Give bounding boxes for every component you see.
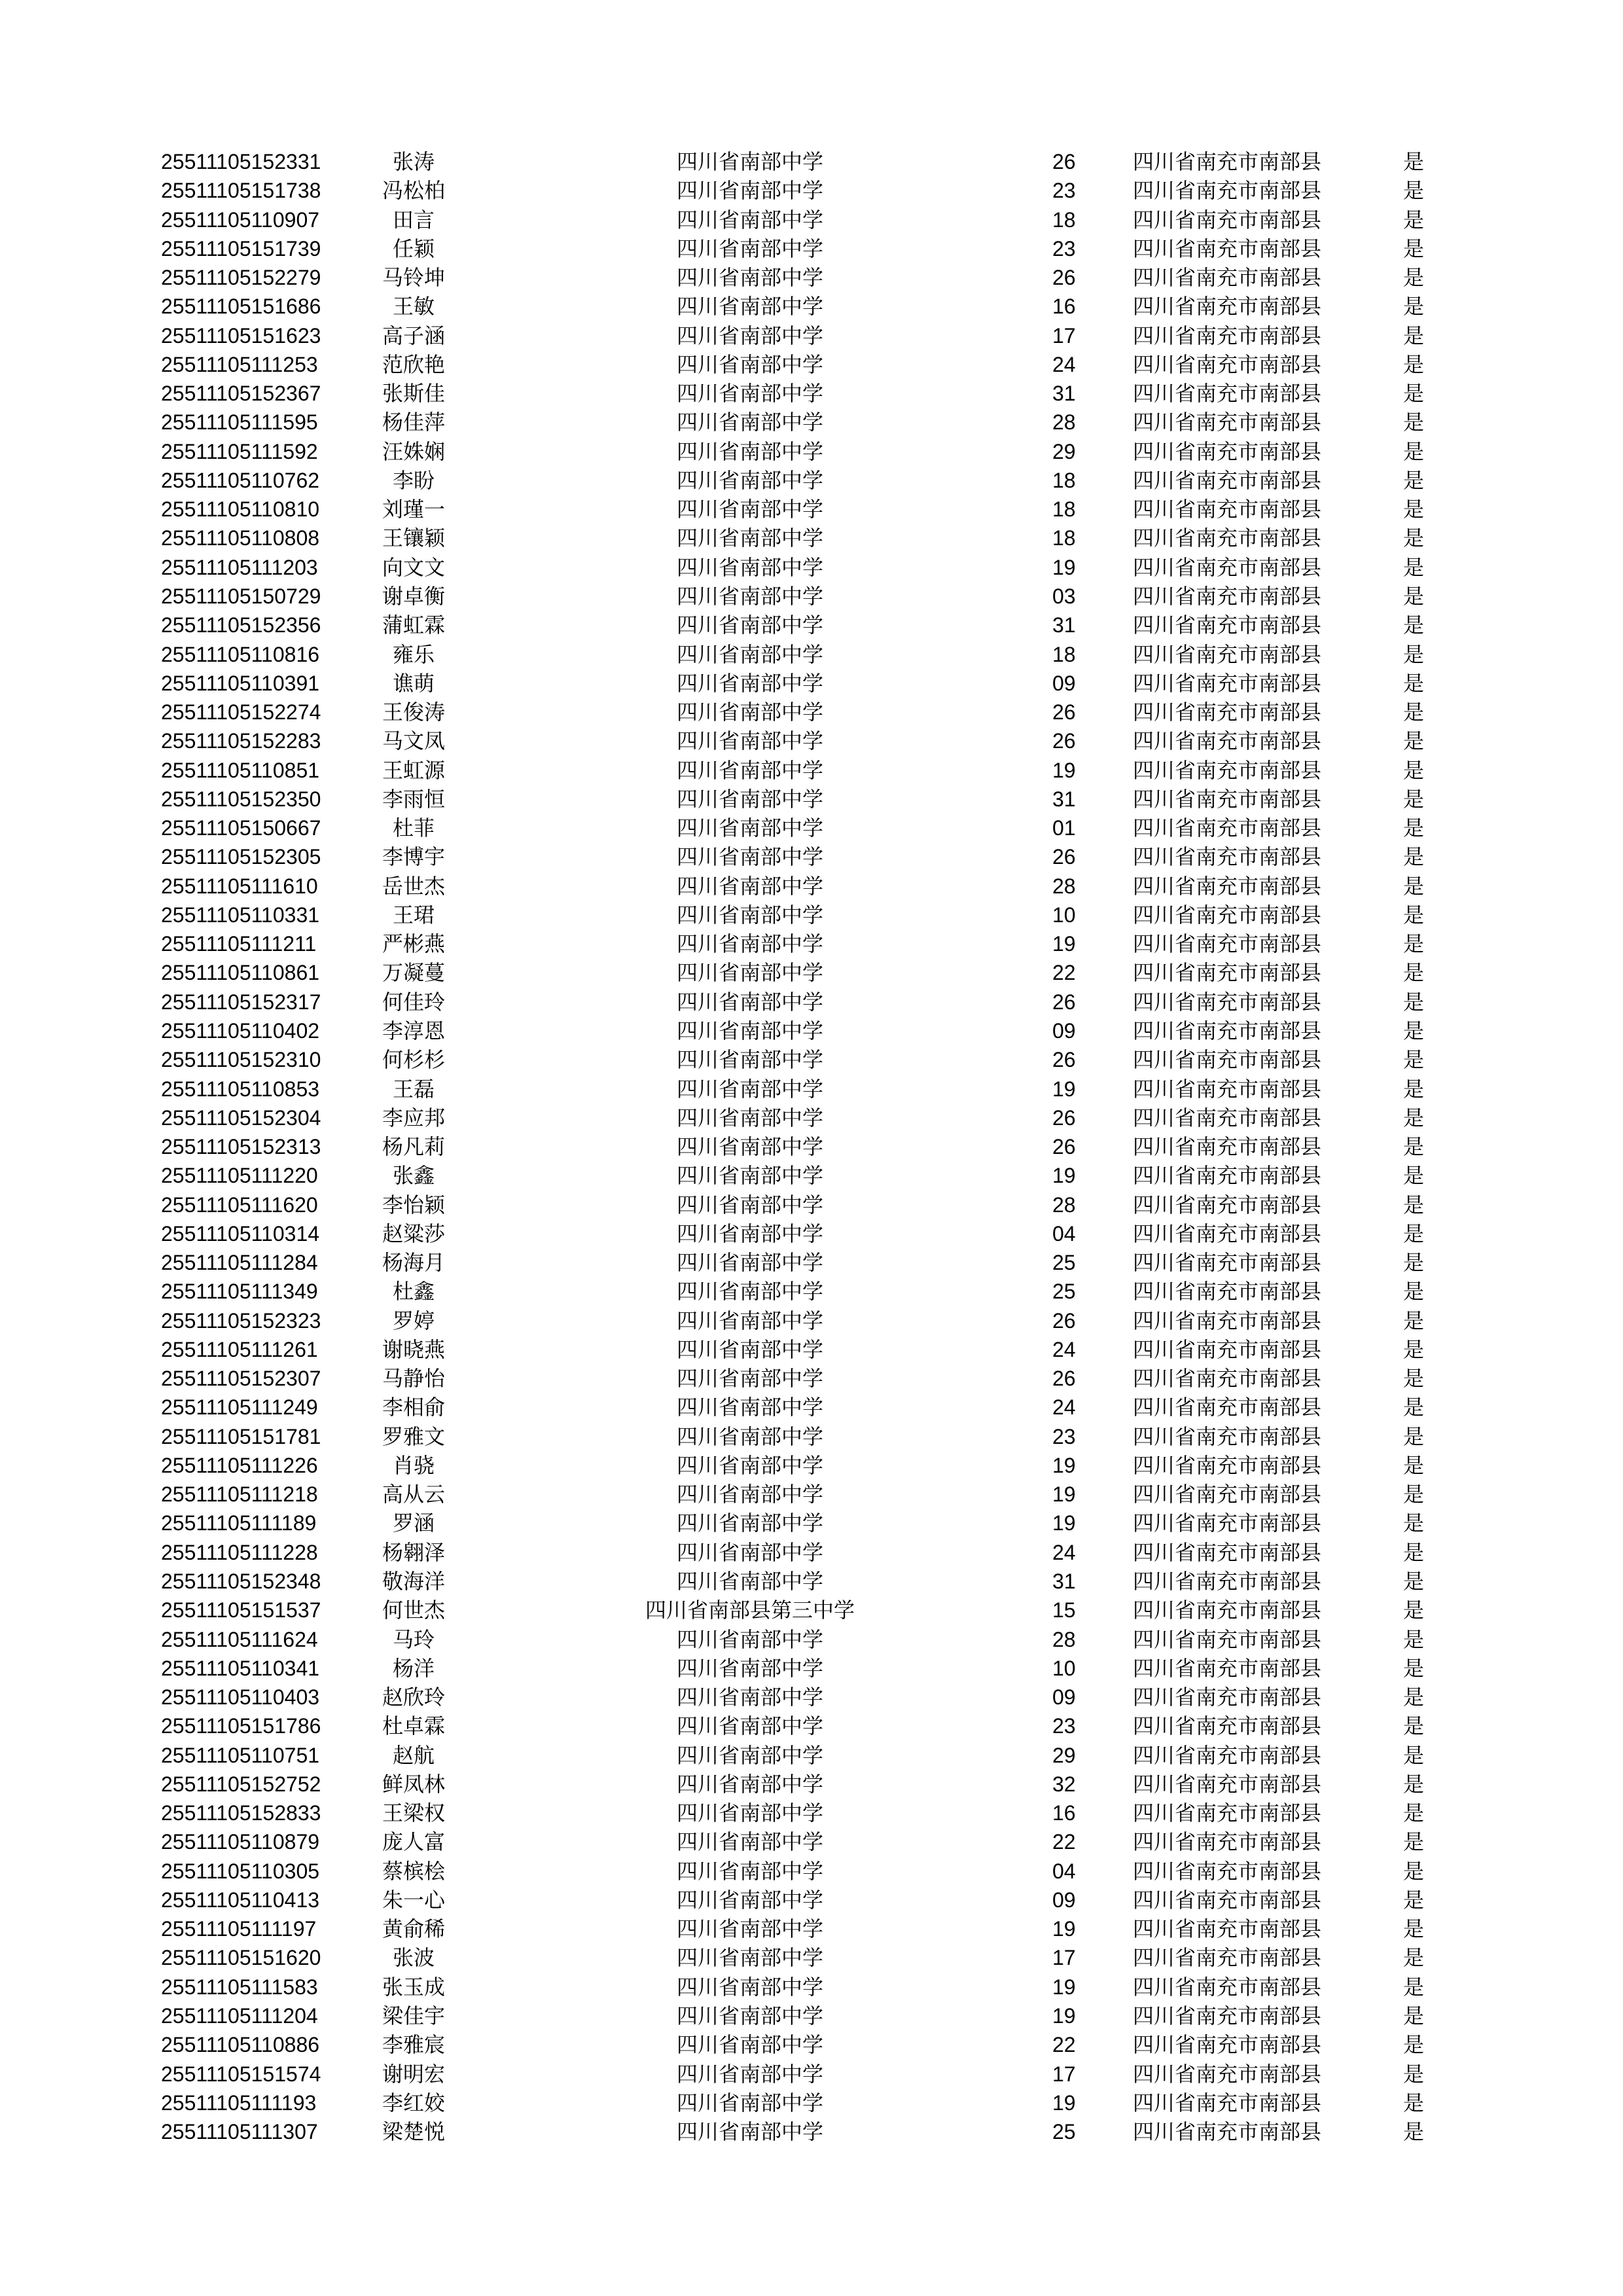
- status-flag: 是: [1403, 1771, 1425, 1797]
- status-flag: 是: [1403, 960, 1425, 986]
- status-flag: 是: [1403, 816, 1425, 841]
- class-number: 15: [1052, 1598, 1076, 1623]
- class-number: 19: [1052, 1164, 1076, 1188]
- class-number: 24: [1052, 1395, 1076, 1420]
- status-flag: 是: [1403, 1801, 1425, 1826]
- candidate-id: 25511105151739: [161, 236, 321, 260]
- candidate-id: 25511105111253: [161, 352, 318, 376]
- class-number: 26: [1052, 150, 1076, 173]
- table-row: 25511105152283 马文凤 四川省南部中学 26 四川省南充市南部县 是: [0, 726, 1623, 755]
- status-flag: 是: [1403, 2090, 1425, 2115]
- table-row: 25511105111203 向文文 四川省南部中学 19 四川省南充市南部县 是: [0, 553, 1623, 582]
- candidate-id: 25511105111189: [161, 1511, 317, 1535]
- table-row: 25511105150667 杜菲 四川省南部中学 01 四川省南充市南部县 是: [0, 814, 1623, 842]
- table-row: 25511105111261 谢晓燕 四川省南部中学 24 四川省南充市南部县 是: [0, 1335, 1623, 1364]
- status-flag: 是: [1403, 1047, 1425, 1073]
- class-number: 18: [1052, 526, 1076, 550]
- candidate-id: 25511105152305: [161, 845, 321, 869]
- status-flag: 是: [1403, 1974, 1425, 2000]
- status-flag: 是: [1403, 1598, 1425, 1623]
- candidate-id: 25511105110853: [161, 1077, 320, 1101]
- candidate-id: 25511105152317: [161, 990, 321, 1014]
- candidate-id: 25511105152356: [161, 613, 321, 637]
- status-flag: 是: [1403, 1395, 1425, 1420]
- status-flag: 是: [1403, 1569, 1425, 1594]
- candidate-id: 25511105111226: [161, 1453, 318, 1477]
- status-flag: 是: [1403, 1192, 1425, 1217]
- table-row: 25511105152331 张涛 四川省南部中学 26 四川省南充市南部县 是: [0, 147, 1623, 176]
- class-number: 18: [1052, 497, 1076, 522]
- status-flag: 是: [1403, 439, 1425, 464]
- table-row: 25511105110751 赵航 四川省南部中学 29 四川省南充市南部县 是: [0, 1741, 1623, 1770]
- candidate-id: 25511105152304: [161, 1105, 321, 1130]
- table-row: 25511105152310 何杉杉 四川省南部中学 26 四川省南充市南部县 是: [0, 1045, 1623, 1074]
- status-flag: 是: [1403, 844, 1425, 870]
- class-number: 19: [1052, 1077, 1076, 1101]
- table-row: 25511105110851 王虹源 四川省南部中学 19 四川省南充市南部县 是: [0, 756, 1623, 785]
- status-flag: 是: [1403, 1279, 1425, 1304]
- class-number: 23: [1052, 1714, 1076, 1738]
- class-number: 28: [1052, 1627, 1076, 1651]
- table-row: 25511105110816 雍乐 四川省南部中学 18 四川省南充市南部县 是: [0, 640, 1623, 669]
- table-row: 25511105110861 万凝蔓 四川省南部中学 22 四川省南充市南部县 是: [0, 958, 1623, 987]
- status-flag: 是: [1403, 526, 1425, 551]
- table-row: 25511105111620 李怡颖 四川省南部中学 28 四川省南充市南部县 是: [0, 1191, 1623, 1219]
- candidate-id: 25511105110403: [161, 1685, 320, 1710]
- class-number: 16: [1052, 1801, 1076, 1825]
- candidate-id: 25511105111211: [161, 932, 317, 956]
- table-row: 25511105111193 李红姣 四川省南部中学 19 四川省南充市南部县 是: [0, 2089, 1623, 2117]
- table-row: 25511105111249 李相俞 四川省南部中学 24 四川省南充市南部县 是: [0, 1393, 1623, 1422]
- status-flag: 是: [1403, 497, 1425, 522]
- candidate-id: 25511105111249: [161, 1395, 318, 1420]
- candidate-id: 25511105110391: [161, 671, 320, 695]
- class-number: 18: [1052, 207, 1076, 232]
- status-flag: 是: [1403, 467, 1425, 493]
- candidate-id: 25511105151686: [161, 295, 321, 319]
- table-row: 25511105150729 谢卓衡 四川省南部中学 03 四川省南充市南部县 是: [0, 582, 1623, 611]
- candidate-id: 25511105111583: [161, 1975, 318, 1999]
- status-flag: 是: [1403, 1221, 1425, 1246]
- candidate-id: 25511105110907: [161, 207, 320, 232]
- status-flag: 是: [1403, 931, 1425, 957]
- status-flag: 是: [1403, 236, 1425, 261]
- table-row: 25511105111592 汪姝娴 四川省南部中学 29 四川省南充市南部县 是: [0, 437, 1623, 466]
- status-flag: 是: [1403, 1945, 1425, 1971]
- table-row: 25511105151620 张波 四川省南部中学 17 四川省南充市南部县 是: [0, 1943, 1623, 1972]
- table-row: 25511105110314 赵粱莎 四川省南部中学 04 四川省南充市南部县 是: [0, 1219, 1623, 1248]
- class-number: 24: [1052, 1540, 1076, 1564]
- status-flag: 是: [1403, 1424, 1425, 1449]
- status-flag: 是: [1403, 1105, 1425, 1130]
- table-row: 25511105151738 冯松柏 四川省南部中学 23 四川省南充市南部县 是: [0, 176, 1623, 205]
- status-flag: 是: [1403, 1366, 1425, 1391]
- table-row: 25511105152348 敬海洋 四川省南部中学 31 四川省南充市南部县 是: [0, 1567, 1623, 1596]
- table-row: 25511105111218 高从云 四川省南部中学 19 四川省南充市南部县 是: [0, 1480, 1623, 1509]
- table-row: 25511105110413 朱一心 四川省南部中学 09 四川省南充市南部县 是: [0, 1886, 1623, 1914]
- status-flag: 是: [1403, 1250, 1425, 1276]
- candidate-id: 25511105110341: [161, 1656, 320, 1680]
- candidate-id: 25511105111261: [161, 1337, 318, 1361]
- status-flag: 是: [1403, 902, 1425, 927]
- candidate-id: 25511105151738: [161, 179, 321, 203]
- table-row: 25511105152833 王梁权 四川省南部中学 16 四川省南充市南部县 是: [0, 1799, 1623, 1827]
- status-flag: 是: [1403, 1018, 1425, 1043]
- table-row: 25511105151786 杜卓霖 四川省南部中学 23 四川省南充市南部县 是: [0, 1712, 1623, 1740]
- status-flag: 是: [1403, 728, 1425, 754]
- table-row: 25511105111228 杨翱泽 四川省南部中学 24 四川省南充市南部县 是: [0, 1538, 1623, 1567]
- candidate-id: 25511105151781: [161, 1424, 321, 1448]
- status-flag: 是: [1403, 1163, 1425, 1189]
- status-flag: 是: [1403, 1713, 1425, 1739]
- class-number: 22: [1052, 1830, 1076, 1854]
- candidate-id: 25511105111349: [161, 1280, 318, 1304]
- candidate-id: 25511105110402: [161, 1018, 320, 1043]
- table-row: 25511105152307 马静怡 四川省南部中学 26 四川省南充市南部县 是: [0, 1364, 1623, 1393]
- candidate-id: 25511105152274: [161, 700, 321, 725]
- status-flag: 是: [1403, 1916, 1425, 1942]
- class-number: 26: [1052, 729, 1076, 753]
- table-row: 25511105110341 杨洋 四川省南部中学 10 四川省南充市南部县 是: [0, 1654, 1623, 1683]
- class-number: 26: [1052, 266, 1076, 290]
- candidate-id: 25511105152313: [161, 1135, 321, 1159]
- class-number: 19: [1052, 932, 1076, 956]
- table-row: 25511105110879 庞人富 四川省南部中学 22 四川省南充市南部县 是: [0, 1827, 1623, 1856]
- candidate-id: 25511105152307: [161, 1367, 321, 1391]
- status-flag: 是: [1403, 757, 1425, 783]
- class-number: 25: [1052, 1251, 1076, 1275]
- candidate-id: 25511105152310: [161, 1048, 321, 1072]
- table-row: 25511105110403 赵欣玲 四川省南部中学 09 四川省南充市南部县 是: [0, 1683, 1623, 1712]
- status-flag: 是: [1403, 207, 1425, 232]
- class-number: 19: [1052, 555, 1076, 579]
- table-row: 25511105152305 李博宇 四川省南部中学 26 四川省南充市南部县 是: [0, 842, 1623, 871]
- class-number: 19: [1052, 758, 1076, 782]
- status-flag: 是: [1403, 641, 1425, 667]
- class-number: 19: [1052, 1975, 1076, 1999]
- candidate-id: 25511105110851: [161, 758, 320, 782]
- status-flag: 是: [1403, 1742, 1425, 1768]
- table-row: 25511105110886 李雅宸 四川省南部中学 22 四川省南充市南部县 是: [0, 2030, 1623, 2059]
- candidate-id: 25511105111197: [161, 1917, 317, 1941]
- table-row: 25511105110907 田言 四川省南部中学 18 四川省南充市南部县 是: [0, 206, 1623, 234]
- table-row: 25511105110305 蔡槟桧 四川省南部中学 04 四川省南充市南部县 是: [0, 1857, 1623, 1886]
- candidate-id: 25511105110808: [161, 526, 320, 550]
- class-number: 17: [1052, 2062, 1076, 2086]
- class-number: 28: [1052, 874, 1076, 898]
- class-number: 25: [1052, 2120, 1076, 2144]
- candidate-id: 25511105111204: [161, 2004, 318, 2028]
- class-number: 26: [1052, 1135, 1076, 1159]
- table-row: 25511105111189 罗涵 四川省南部中学 19 四川省南充市南部县 是: [0, 1509, 1623, 1537]
- candidate-id: 25511105111620: [161, 1193, 318, 1217]
- candidate-id: 25511105110413: [161, 1888, 320, 1912]
- candidate-id: 25511105152331: [161, 150, 321, 173]
- status-flag: 是: [1403, 2003, 1425, 2028]
- table-row: 25511105111253 范欣艳 四川省南部中学 24 四川省南充市南部县 是: [0, 350, 1623, 379]
- status-flag: 是: [1403, 786, 1425, 812]
- table-row: 25511105110808 王镶颖 四川省南部中学 18 四川省南充市南部县 是: [0, 524, 1623, 552]
- status-flag: 是: [1403, 1308, 1425, 1333]
- candidate-id: 25511105151537: [161, 1598, 321, 1623]
- candidate-id: 25511105111610: [161, 874, 318, 898]
- table-row: 25511105152313 杨凡莉 四川省南部中学 26 四川省南充市南部县 是: [0, 1132, 1623, 1161]
- status-flag: 是: [1403, 1829, 1425, 1855]
- roster-table: [0, 147, 1623, 2146]
- class-number: 31: [1052, 787, 1076, 811]
- status-flag: 是: [1403, 989, 1425, 1014]
- candidate-id: 25511105152350: [161, 787, 321, 811]
- class-number: 10: [1052, 903, 1076, 927]
- table-row: 25511105151781 罗雅文 四川省南部中学 23 四川省南充市南部县 是: [0, 1422, 1623, 1451]
- candidate-id: 25511105111220: [161, 1164, 318, 1188]
- candidate-id: 25511105152283: [161, 729, 321, 753]
- status-flag: 是: [1403, 294, 1425, 319]
- candidate-id: 25511105151623: [161, 323, 321, 348]
- candidate-id: 25511105110816: [161, 642, 320, 666]
- class-number: 24: [1052, 1337, 1076, 1361]
- table-row: 25511105152323 罗婷 四川省南部中学 26 四川省南充市南部县 是: [0, 1306, 1623, 1335]
- class-number: 19: [1052, 1511, 1076, 1535]
- candidate-id: 25511105111592: [161, 439, 318, 463]
- table-row: 25511105111610 岳世杰 四川省南部中学 28 四川省南充市南部县 是: [0, 872, 1623, 901]
- status-flag: 是: [1403, 2061, 1425, 2087]
- table-row: 25511105110762 李盼 四川省南部中学 18 四川省南充市南部县 是: [0, 466, 1623, 495]
- candidate-id: 25511105110305: [161, 1859, 320, 1883]
- class-number: 26: [1052, 1105, 1076, 1130]
- table-row: 25511105151537 何世杰 四川省南部县第三中学 15 四川省南充市南部县 是: [0, 1596, 1623, 1624]
- candidate-id: 25511105110314: [161, 1221, 320, 1246]
- status-flag: 是: [1403, 1685, 1425, 1710]
- candidate-id: 25511105110762: [161, 468, 320, 492]
- candidate-id: 25511105111203: [161, 555, 318, 579]
- candidate-id: 25511105152348: [161, 1570, 321, 1594]
- status-flag: 是: [1403, 178, 1425, 204]
- table-row: 25511105152304 李应邦 四川省南部中学 26 四川省南充市南部县 是: [0, 1103, 1623, 1132]
- table-row: 25511105152317 何佳玲 四川省南部中学 26 四川省南充市南部县 是: [0, 988, 1623, 1016]
- candidate-id: 25511105111193: [161, 2090, 317, 2115]
- status-flag: 是: [1403, 1511, 1425, 1536]
- table-row: 25511105111284 杨海月 四川省南部中学 25 四川省南充市南部县 是: [0, 1248, 1623, 1277]
- candidate-id: 25511105151574: [161, 2062, 321, 2086]
- status-flag: 是: [1403, 1626, 1425, 1652]
- table-row: 25511105151623 高子涵 四川省南部中学 17 四川省南充市南部县 是: [0, 321, 1623, 350]
- class-number: 22: [1052, 961, 1076, 985]
- candidate-id: 25511105111218: [161, 1482, 318, 1507]
- table-row: 25511105111204 梁佳宇 四川省南部中学 19 四川省南充市南部县 是: [0, 2001, 1623, 2030]
- table-row: 25511105152356 蒲虹霖 四川省南部中学 31 四川省南充市南部县 是: [0, 611, 1623, 639]
- status-flag: 是: [1403, 1076, 1425, 1102]
- candidate-id: 25511105152367: [161, 382, 321, 406]
- class-number: 25: [1052, 1280, 1076, 1304]
- class-number: 22: [1052, 2033, 1076, 2057]
- status-flag: 是: [1403, 1887, 1425, 1912]
- table-row: 25511105111220 张鑫 四川省南部中学 19 四川省南充市南部县 是: [0, 1161, 1623, 1190]
- status-flag: 是: [1403, 583, 1425, 609]
- table-row: 25511105111349 杜鑫 四川省南部中学 25 四川省南充市南部县 是: [0, 1277, 1623, 1306]
- status-flag: 是: [1403, 381, 1425, 406]
- status-flag: 是: [1403, 410, 1425, 435]
- table-row: 25511105152274 王俊涛 四川省南部中学 26 四川省南充市南部县 是: [0, 698, 1623, 726]
- class-number: 19: [1052, 2004, 1076, 2028]
- class-number: 26: [1052, 1367, 1076, 1391]
- class-number: 09: [1052, 1685, 1076, 1710]
- table-row: 25511105151739 任颖 四川省南部中学 23 四川省南充市南部县 是: [0, 234, 1623, 263]
- candidate-id: 25511105111624: [161, 1627, 318, 1651]
- class-number: 29: [1052, 439, 1076, 463]
- status-flag: 是: [1403, 700, 1425, 725]
- class-number: 09: [1052, 1888, 1076, 1912]
- candidate-id: 25511105111284: [161, 1251, 318, 1275]
- class-number: 10: [1052, 1656, 1076, 1680]
- class-number: 23: [1052, 179, 1076, 203]
- class-number: 18: [1052, 468, 1076, 492]
- class-number: 17: [1052, 323, 1076, 348]
- table-row: 25511105111226 肖骁 四川省南部中学 19 四川省南充市南部县 是: [0, 1451, 1623, 1480]
- status-flag: 是: [1403, 265, 1425, 291]
- candidate-id: 25511105110331: [161, 903, 320, 927]
- status-flag: 是: [1403, 1858, 1425, 1884]
- class-number: 09: [1052, 1018, 1076, 1043]
- class-number: 31: [1052, 382, 1076, 406]
- status-flag: 是: [1403, 1482, 1425, 1507]
- status-flag: 是: [1403, 351, 1425, 377]
- candidate-id: 25511105110810: [161, 497, 320, 522]
- table-row: 25511105111624 马玲 四川省南部中学 28 四川省南充市南部县 是: [0, 1625, 1623, 1654]
- candidate-id: 25511105152279: [161, 266, 321, 290]
- table-row: 25511105111595 杨佳萍 四川省南部中学 28 四川省南充市南部县 是: [0, 408, 1623, 437]
- candidate-id: 25511105151620: [161, 1946, 321, 1970]
- class-number: 04: [1052, 1221, 1076, 1246]
- table-row: 25511105111583 张玉成 四川省南部中学 19 四川省南充市南部县 是: [0, 1973, 1623, 2001]
- status-flag: 是: [1403, 2032, 1425, 2058]
- status-flag: 是: [1403, 323, 1425, 348]
- class-number: 26: [1052, 1048, 1076, 1072]
- class-number: 19: [1052, 1917, 1076, 1941]
- table-row: 25511105111197 黄俞稀 四川省南部中学 19 四川省南充市南部县 是: [0, 1914, 1623, 1943]
- status-flag: 是: [1403, 1134, 1425, 1160]
- table-row: 25511105152279 马铃坤 四川省南部中学 26 四川省南充市南部县 是: [0, 263, 1623, 292]
- table-row: 25511105152367 张斯佳 四川省南部中学 31 四川省南充市南部县 是: [0, 379, 1623, 408]
- candidate-id: 25511105110886: [161, 2033, 320, 2057]
- class-number: 23: [1052, 1424, 1076, 1448]
- class-number: 31: [1052, 613, 1076, 637]
- candidate-id: 25511105150667: [161, 816, 321, 840]
- class-number: 01: [1052, 816, 1076, 840]
- candidate-id: 25511105152752: [161, 1772, 321, 1796]
- class-number: 26: [1052, 845, 1076, 869]
- class-number: 19: [1052, 1453, 1076, 1477]
- class-number: 28: [1052, 1193, 1076, 1217]
- status-flag: 是: [1403, 873, 1425, 899]
- table-row: 25511105110402 李淳恩 四川省南部中学 09 四川省南充市南部县 是: [0, 1016, 1623, 1045]
- candidate-id: 25511105110861: [161, 961, 320, 985]
- class-number: 17: [1052, 1946, 1076, 1970]
- class-number: 16: [1052, 295, 1076, 319]
- class-number: 26: [1052, 990, 1076, 1014]
- class-number: 19: [1052, 2090, 1076, 2115]
- class-number: 26: [1052, 1308, 1076, 1333]
- candidate-id: 25511105111595: [161, 410, 318, 435]
- class-number: 09: [1052, 671, 1076, 695]
- candidate-id: 25511105111307: [161, 2120, 318, 2144]
- table-row: 25511105152350 李雨恒 四川省南部中学 31 四川省南充市南部县 是: [0, 785, 1623, 814]
- class-number: 18: [1052, 642, 1076, 666]
- class-number: 26: [1052, 700, 1076, 725]
- class-number: 23: [1052, 236, 1076, 260]
- class-number: 31: [1052, 1570, 1076, 1594]
- class-number: 29: [1052, 1743, 1076, 1767]
- status-flag: 是: [1403, 1452, 1425, 1478]
- class-number: 04: [1052, 1859, 1076, 1883]
- table-row: 25511105110853 王磊 四川省南部中学 19 四川省南充市南部县 是: [0, 1075, 1623, 1103]
- status-flag: 是: [1403, 149, 1425, 174]
- table-row: 25511105111307 梁楚悦 四川省南部中学 25 四川省南充市南部县 是: [0, 2117, 1623, 2146]
- class-number: 19: [1052, 1482, 1076, 1507]
- status-flag: 是: [1403, 670, 1425, 696]
- status-flag: 是: [1403, 1655, 1425, 1681]
- candidate-id: 25511105150729: [161, 584, 321, 608]
- table-row: 25511105151574 谢明宏 四川省南部中学 17 四川省南充市南部县 是: [0, 2060, 1623, 2089]
- class-number: 24: [1052, 352, 1076, 376]
- candidate-id: 25511105152323: [161, 1308, 321, 1333]
- candidate-id: 25511105151786: [161, 1714, 321, 1738]
- status-flag: 是: [1403, 554, 1425, 580]
- candidate-id: 25511105110879: [161, 1830, 320, 1854]
- table-row: 25511105152752 鲜凤林 四川省南部中学 32 四川省南充市南部县 是: [0, 1770, 1623, 1799]
- candidate-id: 25511105152833: [161, 1801, 321, 1825]
- class-number: 32: [1052, 1772, 1076, 1796]
- table-row: 25511105111211 严彬燕 四川省南部中学 19 四川省南充市南部县 是: [0, 929, 1623, 958]
- status-flag: 是: [1403, 2119, 1425, 2145]
- candidate-id: 25511105110751: [161, 1743, 320, 1767]
- class-number: 03: [1052, 584, 1076, 608]
- candidate-id: 25511105111228: [161, 1540, 318, 1564]
- table-row: 25511105110391 谯萌 四川省南部中学 09 四川省南充市南部县 是: [0, 669, 1623, 698]
- status-flag: 是: [1403, 613, 1425, 638]
- status-flag: 是: [1403, 1336, 1425, 1362]
- status-flag: 是: [1403, 1539, 1425, 1565]
- class-number: 28: [1052, 410, 1076, 435]
- table-row: 25511105110810 刘瑾一 四川省南部中学 18 四川省南充市南部县 是: [0, 495, 1623, 524]
- table-row: 25511105110331 王珺 四川省南部中学 10 四川省南充市南部县 是: [0, 901, 1623, 929]
- table-row: 25511105151686 王敏 四川省南部中学 16 四川省南充市南部县 是: [0, 292, 1623, 321]
